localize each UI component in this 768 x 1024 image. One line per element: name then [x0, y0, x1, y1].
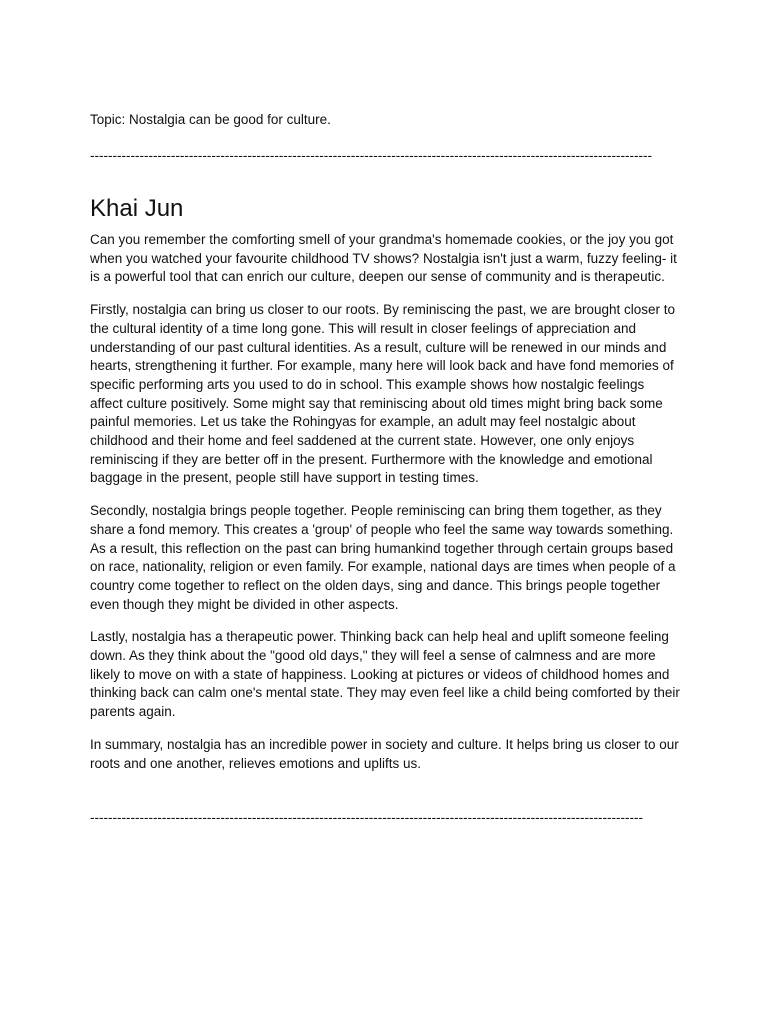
paragraph-third-point: Lastly, nostalgia has a therapeutic power. Thinking back can help heal and uplift someone feeling down. As they think about the "good old days," they will feel a sense of calmness and are more likely to move on with a state of happiness. Looking at pictures or videos of childhood homes and thinking back can calm one's mental state. They may even feel like a child being comforted by their parents again. [90, 629, 680, 720]
essay-body [90, 231, 680, 773]
author-heading: Khai Jun [90, 195, 184, 222]
paragraph-second-point: Secondly, nostalgia brings people together. People reminiscing can bring them together, as they share a fond memory. This creates a 'group' of people who feel the same way towards something. As a result, this reflection on the past can bring humankind together through certain groups based on race, nationality, religion or even family. For example, national days are times when people of a country come together to reflect on the olden days, sing and dance. This brings people together even though they might be divided in other aspects. [90, 503, 676, 612]
topic-line: Topic: Nostalgia can be good for culture. [90, 112, 331, 127]
paragraph-first-point: Firstly, nostalgia can bring us closer to our roots. By reminiscing the past, we are brought closer to the cultural identity of a time long gone. This will result in closer feelings of appreciation and understanding of our past cultural identities. As a result, culture will be renewed in our minds and hearts, strengthening it further. For example, many here will look back and have fond memories of specific performing arts you used to do in school. This example shows how nostalgic feelings affect culture positively. Some might say that reminiscing about old times might bring back some painful memories. Let us take the Rohingyas for example, an adult may feel nostalgic about childhood and their home and feel saddened at the current state. However, one only enjoys reminiscing if they are better off in the present. Furthermore with the knowledge and emotional baggage in the present, people still have support in testing times. [90, 302, 676, 486]
paragraph-intro: Can you remember the comforting smell of your grandma's homemade cookies, or the joy you got when you watched your favourite childhood TV shows? Nostalgia isn't just a warm, fuzzy feeling- it is a powerful tool that can enrich our culture, deepen our sense of community and is therapeutic. [90, 232, 677, 285]
paragraph-summary: In summary, nostalgia has an incredible power in society and culture. It helps bring us closer to our roots and one another, relieves emotions and uplifts us. [90, 736, 679, 771]
divider-top: ----------------------------------------------------------------------------------------------------------------------------- [90, 148, 652, 163]
divider-bottom: --------------------------------------------------------------------------------------------------------------------------- [90, 810, 643, 825]
